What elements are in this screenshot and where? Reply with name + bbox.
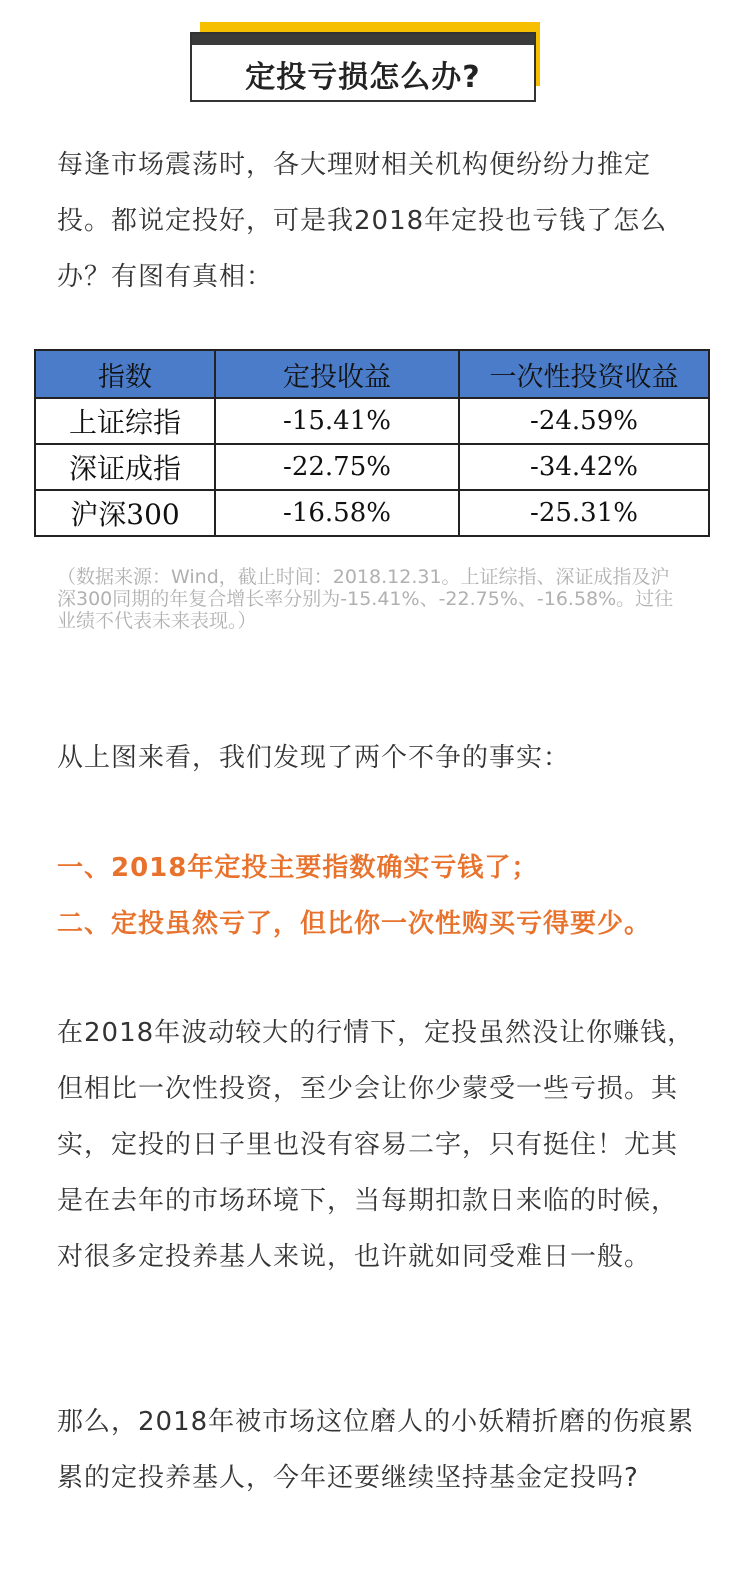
lump-sum-return-value: -24.59% [459,398,709,444]
lump-sum-return-value: -25.31% [459,490,709,536]
lump-sum-return-value: -34.42% [459,444,709,490]
table-header-row [35,350,709,398]
data-source-note: （数据来源：Wind，截止时间：2018.12.31。上证综指、深证成指及沪深300同期的年复合增长率分别为-15.41%、-22.75%、-16.58%。过往业绩不代表未来表现。） [57,566,674,632]
article-title: 定投亏损怎么办? [245,60,481,95]
index-name: 上证综指 [35,398,215,444]
header-lump-sum-return: 一次性投资收益 [459,350,709,398]
facts-intro: 从上图来看，我们发现了两个不争的事实： [57,743,571,773]
index-name: 沪深300 [35,490,215,536]
table-row [35,490,709,536]
returns-table [34,349,710,537]
sip-return-value: -15.41% [215,398,459,444]
sip-return-value: -16.58% [215,490,459,536]
fact-one: 一、2018年定投主要指数确实亏钱了； [57,853,539,883]
title-box [190,32,536,102]
body-paragraph: 在2018年波动较大的行情下，定投虽然没让你赚钱，但相比一次性投资，至少会让你少蒙受一些亏损。其实，定投的日子里也没有容易二字，只有挺住！尤其是在去年的市场环境下，当每期扣款日来临的时候，对很多定投养基人来说，也许就如同受难日一般。 [57,1018,695,1272]
fact-two: 二、定投虽然亏了，但比你一次性购买亏得要少。 [57,909,652,939]
table-row [35,398,709,444]
title-top-bar [192,34,534,45]
closing-paragraph: 那么，2018年被市场这位磨人的小妖精折磨的伤痕累累的定投养基人，今年还要继续坚持基金定投吗? [57,1407,695,1493]
table-row [35,444,709,490]
title-badge [190,22,550,104]
header-sip-return: 定投收益 [215,350,459,398]
index-name: 深证成指 [35,444,215,490]
intro-paragraph: 每逢市场震荡时，各大理财相关机构便纷纷力推定投。都说定投好，可是我2018年定投也亏钱了怎么办？有图有真相： [57,150,668,292]
sip-return-value: -22.75% [215,444,459,490]
header-index: 指数 [35,350,215,398]
